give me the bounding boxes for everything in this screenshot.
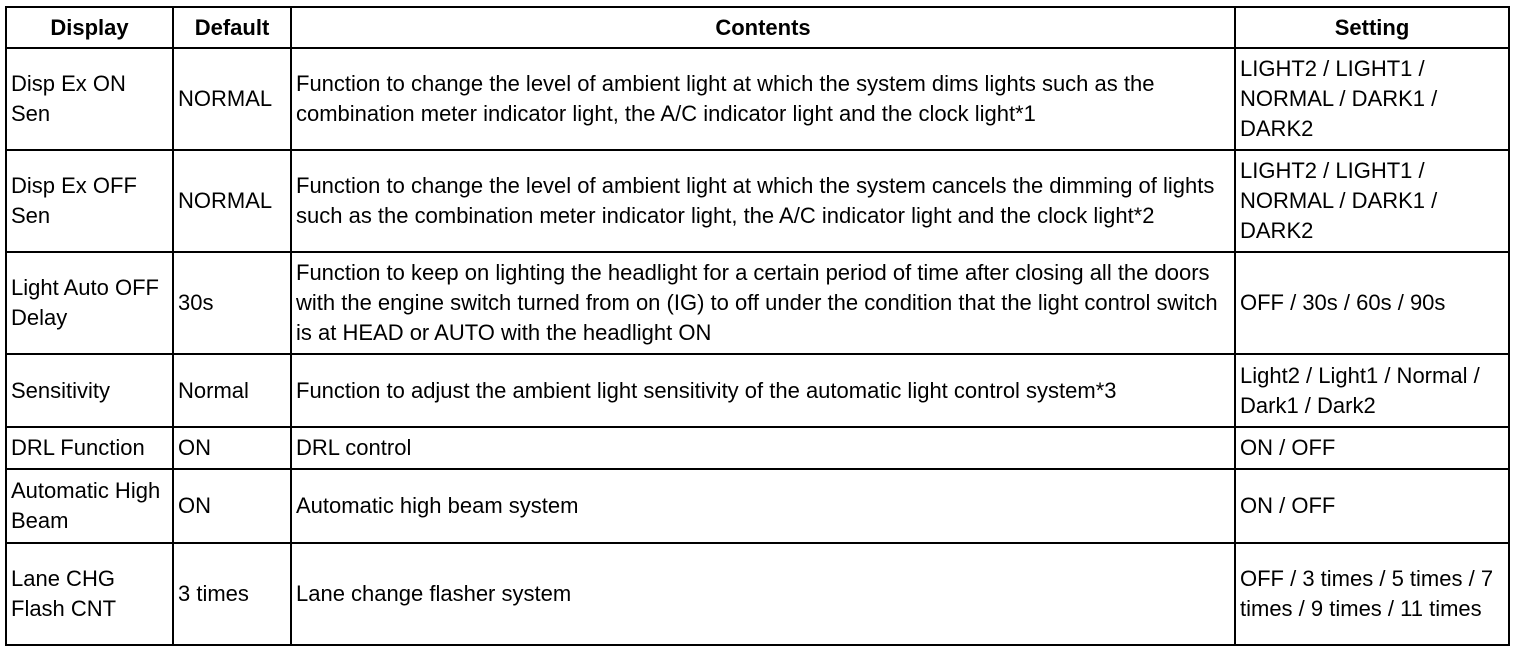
display-cell: Disp Ex ON Sen [6, 48, 173, 150]
table-row [6, 354, 1509, 427]
setting-cell: ON / OFF [1235, 427, 1509, 469]
table-row [6, 252, 1509, 354]
header-display: Display [6, 7, 173, 48]
table-row [6, 543, 1509, 645]
setting-cell: LIGHT2 / LIGHT1 / NORMAL / DARK1 / DARK2 [1235, 150, 1509, 252]
display-cell: Light Auto OFF Delay [6, 252, 173, 354]
contents-cell: Automatic high beam system [291, 469, 1235, 543]
display-cell: Disp Ex OFF Sen [6, 150, 173, 252]
default-cell: ON [173, 427, 291, 469]
contents-cell: Function to adjust the ambient light sensitivity of the automatic light control system*3 [291, 354, 1235, 427]
setting-cell: ON / OFF [1235, 469, 1509, 543]
setting-cell: LIGHT2 / LIGHT1 / NORMAL / DARK1 / DARK2 [1235, 48, 1509, 150]
default-cell: Normal [173, 354, 291, 427]
display-cell: Automatic High Beam [6, 469, 173, 543]
contents-cell: Function to change the level of ambient light at which the system dims lights such as the combination meter indicator light, the A/C indicator light and the clock light*1 [291, 48, 1235, 150]
customize-settings-table [5, 6, 1510, 646]
header-setting: Setting [1235, 7, 1509, 48]
default-cell: NORMAL [173, 48, 291, 150]
contents-cell: Lane change flasher system [291, 543, 1235, 645]
header-default: Default [173, 7, 291, 48]
setting-cell: OFF / 3 times / 5 times / 7 times / 9 times / 11 times [1235, 543, 1509, 645]
display-cell: Lane CHG Flash CNT [6, 543, 173, 645]
display-cell: DRL Function [6, 427, 173, 469]
default-cell: NORMAL [173, 150, 291, 252]
table-row [6, 48, 1509, 150]
table-row [6, 150, 1509, 252]
setting-cell: OFF / 30s / 60s / 90s [1235, 252, 1509, 354]
table-row [6, 427, 1509, 469]
header-contents: Contents [291, 7, 1235, 48]
setting-cell: Light2 / Light1 / Normal / Dark1 / Dark2 [1235, 354, 1509, 427]
table-row [6, 469, 1509, 543]
contents-cell: Function to keep on lighting the headlight for a certain period of time after closing all the doors with the engine switch turned from on (IG) to off under the condition that the light control switch is at HEAD or AUTO with the headlight ON [291, 252, 1235, 354]
default-cell: 30s [173, 252, 291, 354]
header-row [6, 7, 1509, 48]
default-cell: 3 times [173, 543, 291, 645]
contents-cell: Function to change the level of ambient light at which the system cancels the dimming of lights such as the combination meter indicator light, the A/C indicator light and the clock light*2 [291, 150, 1235, 252]
display-cell: Sensitivity [6, 354, 173, 427]
contents-cell: DRL control [291, 427, 1235, 469]
default-cell: ON [173, 469, 291, 543]
